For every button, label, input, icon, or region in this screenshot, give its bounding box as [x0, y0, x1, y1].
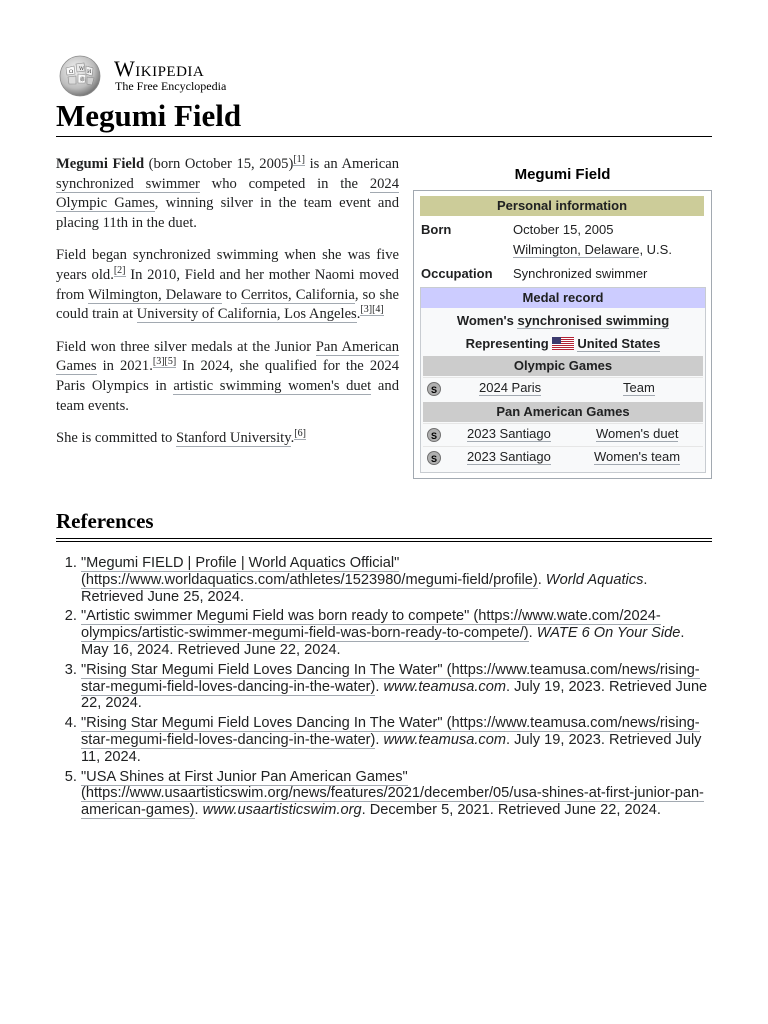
link-stanford-university[interactable]: Stanford University: [176, 430, 291, 447]
article-body: [56, 155, 399, 462]
occupation-value: Synchronized swimmer: [513, 266, 648, 281]
link-cerritos-california[interactable]: Cerritos, California: [241, 286, 355, 303]
reference-link[interactable]: "Artistic swimmer Megumi Field was born ready to compete" (https://www.wate.com/2024-olympics/artistic-swimmer-megumi-field-was-born-ready-to-compete/): [81, 608, 661, 642]
reference-link[interactable]: "Rising Star Megumi Field Loves Dancing In The Water" (https://www.teamusa.com/news/rising-star-megumi-field-loves-dancing-in-the-water): [81, 661, 700, 695]
svg-text:И: И: [87, 69, 92, 75]
citation-6[interactable]: [6]: [294, 428, 306, 440]
born-label: Born: [421, 222, 452, 237]
link-2023-santiago[interactable]: 2023 Santiago: [467, 449, 551, 464]
link-united-states[interactable]: United States: [577, 336, 661, 351]
svg-text:Ω: Ω: [69, 69, 74, 75]
medal-row-olympic-0: [423, 377, 703, 400]
born-place: Wilmington, Delaware, U.S.: [513, 242, 672, 257]
citation-2[interactable]: [2]: [113, 264, 126, 276]
link-wilmington-delaware[interactable]: Wilmington, Delaware: [88, 286, 222, 303]
citation-1[interactable]: [1]: [293, 154, 305, 165]
link-artistic-swimming-duet[interactable]: artistic swimming women's duet: [173, 377, 372, 394]
occupation-label: Occupation: [421, 266, 493, 281]
paragraph-education: She is committed to Stanford University.[6]: [56, 428, 306, 447]
reference-link[interactable]: "Megumi FIELD | Profile | World Aquatics Official" (https://www.worldaquatics.com/athletes/1523980/megumi-field/profile): [81, 555, 538, 588]
link-2023-santiago[interactable]: 2023 Santiago: [467, 426, 551, 441]
wikipedia-wordmark: Wikipedia: [114, 56, 205, 81]
reference-item: 2. "Artistic swimmer Megumi Field was born ready to compete" (https://www.wate.com/2024-olympics/artistic-swimmer-megumi-field-was-born-ready-to-compete/). WATE 6 On Your Side. May 16, 2024. Retrieved June 22, 2024.: [81, 608, 712, 658]
medal-row-pan-0: [423, 423, 703, 446]
silver-medal-icon: S: [427, 451, 441, 465]
infobox-title: Megumi Field: [514, 166, 611, 183]
subject-name: Megumi Field: [56, 156, 145, 172]
link-synchronised-swimming[interactable]: synchronised swimming: [517, 313, 670, 328]
reference-link[interactable]: "Rising Star Megumi Field Loves Dancing In The Water" (https://www.teamusa.com/news/rising-star-megumi-field-loves-dancing-in-the-water): [81, 715, 700, 748]
silver-medal-icon: S: [427, 428, 441, 442]
reference-link[interactable]: "USA Shines at First Junior Pan American Games" (https://www.usaartisticswim.org/news/features/2021/december/05/usa-shines-at-first-junior-pan-american-games): [81, 768, 704, 819]
infobox: [413, 190, 712, 479]
paragraph-intro: Megumi Field (born October 15, 2005)[1] is an American synchronized swimmer who competed in the 2024 Olympic Games, winning silver in the team event and placing 11th in the duet.: [56, 154, 399, 231]
medal-record-header: Medal record: [421, 288, 705, 308]
paragraph-early-life: Field began synchronized swimming when she was five years old.[2] In 2010, Field and her mother Naomi moved from Wilmington, Delaware to Cerritos, California, so she could train at University of California, Los Angeles.[3][4]: [56, 247, 399, 323]
paragraph-career: Field won three silver medals at the Junior Pan American Games in 2021.[3][5] In 2024, she qualified for the 2024 Paris Olympics in artistic swimming women's duet and team events.: [56, 338, 400, 414]
page-title: Megumi Field: [56, 96, 712, 137]
references-heading-rule: [56, 541, 712, 542]
wikipedia-globe-icon: [56, 54, 104, 98]
link-ucla[interactable]: University of California, Los Angeles: [136, 306, 357, 323]
link-2024-olympic-games[interactable]: 2024 Olympic Games: [56, 175, 399, 212]
references-list: [81, 555, 712, 822]
link-event-womens-team[interactable]: Women's team: [594, 449, 681, 464]
link-pan-american-games[interactable]: Pan American Games: [56, 338, 399, 375]
infobox-personal-header: Personal information: [420, 196, 704, 216]
olympic-games-header: Olympic Games: [423, 356, 703, 376]
link-event-team[interactable]: Team: [623, 380, 655, 395]
born-date: October 15, 2005: [513, 222, 614, 237]
link-synchronized-swimmer[interactable]: synchronized swimmer: [56, 175, 200, 192]
link-2024-paris[interactable]: 2024 Paris: [479, 380, 542, 395]
svg-text:維: 維: [80, 77, 86, 83]
citation-3[interactable]: [3]: [360, 304, 373, 316]
link-event-womens-duet[interactable]: Women's duet: [596, 426, 679, 441]
svg-text:W: W: [79, 66, 85, 72]
reference-item: 5. "USA Shines at First Junior Pan American Games" (https://www.usaartisticswim.org/news/features/2021/december/05/usa-shines-at-first-junior-pan-american-games). www.usaartisticswim.org. December 5, 2021. Retrieved June 22, 2024.: [81, 769, 712, 819]
reference-item: 1. "Megumi FIELD | Profile | World Aquatics Official" (https://www.worldaquatics.com/athletes/1523980/megumi-field/profile). World Aquatics. Retrieved June 25, 2024.: [81, 555, 712, 605]
medal-representing: Representing United States: [421, 333, 705, 355]
reference-item: 3. "Rising Star Megumi Field Loves Dancing In The Water" (https://www.teamusa.com/news/rising-star-megumi-field-loves-dancing-in-the-water). www.teamusa.com. July 19, 2023. Retrieved June 22, 2024.: [81, 662, 712, 712]
citation-3b[interactable]: [3]: [152, 356, 165, 368]
medal-row-pan-1: [423, 446, 703, 469]
reference-item: 4. "Rising Star Megumi Field Loves Dancing In The Water" (https://www.teamusa.com/news/rising-star-megumi-field-loves-dancing-in-the-water). www.teamusa.com. July 19, 2023. Retrieved July 11, 2024.: [81, 715, 712, 765]
silver-medal-icon: S: [427, 382, 441, 396]
pan-american-games-header: Pan American Games: [423, 402, 703, 422]
medal-sport: Women's synchronised swimming: [421, 310, 705, 332]
references-heading: References: [56, 508, 712, 539]
wikipedia-tagline: The Free Encyclopedia: [115, 79, 227, 93]
citation-4[interactable]: [4]: [372, 304, 384, 316]
us-flag-icon: [552, 337, 574, 350]
citation-5[interactable]: [5]: [164, 356, 177, 368]
wikipedia-logo[interactable]: [56, 54, 712, 98]
medal-record: [420, 287, 706, 473]
link-born-place[interactable]: Wilmington, Delaware: [513, 242, 640, 257]
